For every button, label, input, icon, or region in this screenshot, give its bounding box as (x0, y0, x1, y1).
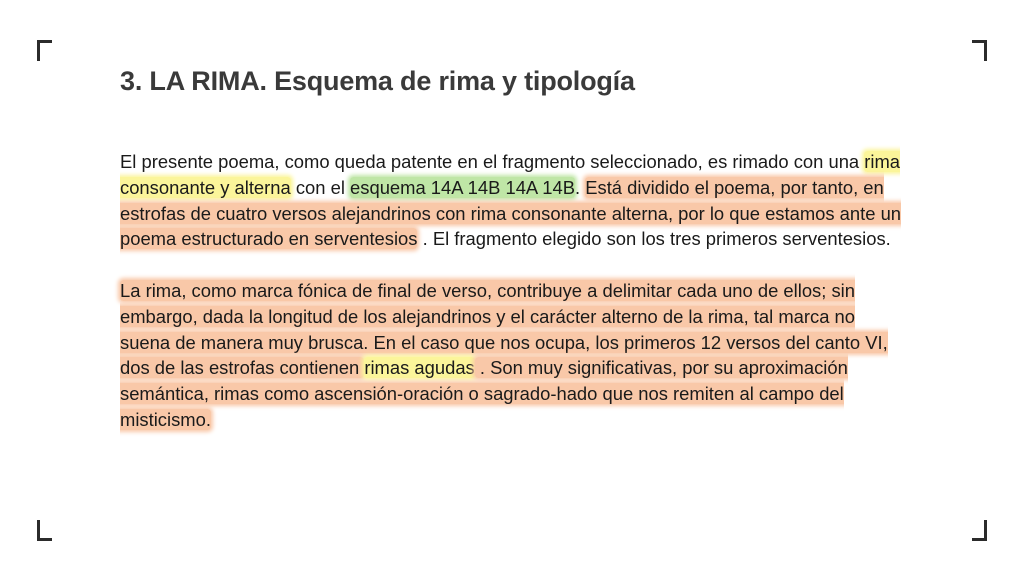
paragraph-text: con el (290, 176, 351, 198)
paragraph-rhyme-scheme (120, 149, 910, 252)
corner-bracket-bottom-right (972, 520, 987, 541)
paragraph-text: El presente poema, como queda patente en el fragmento seleccionado, es rimado con una (120, 151, 865, 172)
highlight-esquema: esquema 14A 14B 14A 14B (350, 176, 575, 198)
paragraph-text: . (575, 176, 586, 198)
highlight-misticismo: . Son muy significativas, por su aproximación semántica, rimas como ascensión-oración o sagrado-hado que nos remiten al campo del misticismo. (120, 357, 848, 430)
highlight-rhyme-function: La rima, como marca fónica de final de verso, contribuye a delimitar cada uno de ellos; sin embargo, dada la longitud de los alejandrinos y el carácter alterno de la rima, tal marca no suena de manera muy brusca. En el caso que nos ocupa, los primeros 12 versos del canto VI, dos de las estrofas contienen (120, 279, 888, 379)
paragraph-rhyme-function (120, 278, 910, 433)
slide-title: 3. LA RIMA. Esquema de rima y tipología (120, 66, 635, 96)
corner-bracket-bottom-left (37, 520, 52, 541)
paragraph-text: . El fragmento elegido son los tres primeros serventesios. (417, 228, 891, 250)
highlight-rimas-agudas: rimas agudas (364, 357, 475, 379)
corner-bracket-top-right (972, 40, 987, 61)
highlight-serventesios: Está dividido el poema, por tanto, en estrofas de cuatro versos alejandrinos con rima consonante alterna, por lo que estamos ante un poema estructurado en serventesios (120, 176, 902, 250)
slide-body (120, 149, 910, 433)
highlight-rima-consonante: rima consonante y alterna (120, 151, 901, 198)
corner-bracket-top-left (37, 40, 52, 61)
